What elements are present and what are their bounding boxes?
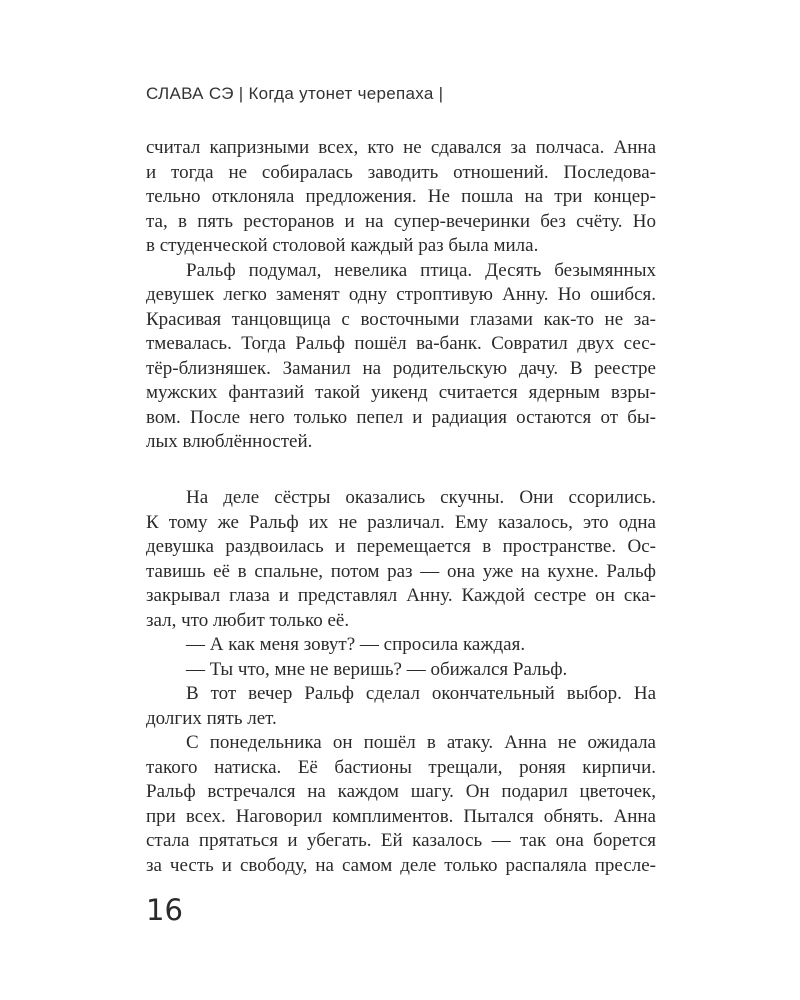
text-line: в студенческой столовой каждый раз была мила.	[146, 235, 539, 256]
text-line: при всех. Наговорил комплиментов. Пытался обнять. Анна	[146, 805, 656, 827]
body-text-block-1	[146, 136, 656, 455]
text-line: девушек легко заменят одну строптивую Анну. Но ошибся.	[146, 284, 656, 305]
text-line: та, в пять ресторанов и на супер-вечеринки без счёту. Но	[146, 210, 656, 232]
text-line: и тогда не собиралась заводить отношений. Последова-	[146, 161, 656, 183]
text-line: девушка раздвоилась и перемещается в пространстве. Ос-	[146, 536, 656, 557]
text-line: Ральф подумал, невелика птица. Десять безымянных	[186, 259, 656, 281]
text-line: тавишь её в спальне, потом раз — она уже на кухне. Ральф	[146, 560, 656, 582]
text-line: вом. После него только пепел и радиация остаются от бы-	[146, 406, 656, 428]
text-line: лых влюблённостей.	[146, 431, 313, 452]
header-separator-end: |	[438, 84, 444, 103]
text-line: зал, что любит только её.	[146, 609, 350, 631]
text-line: такого натиска. Её бастионы трещали, роняя кирпичи.	[146, 756, 656, 778]
text-line: Ральф встречался на каждом шагу. Он подарил цветочек,	[146, 781, 656, 802]
page-number: 16	[146, 893, 183, 927]
text-line: за честь и свободу, на самом деле только распаляла пресле-	[146, 854, 656, 876]
text-line: считал капризными всех, кто не сдавался за полчаса. Анна	[146, 137, 656, 158]
header-separator: |	[238, 84, 244, 103]
header-author: СЛАВА СЭ	[146, 84, 234, 103]
text-line: закрывал глаза и представлял Анну. Каждой сестре он ска-	[146, 585, 656, 606]
text-line: тмевалась. Тогда Ральф пошёл ва-банк. Совратил двух сес-	[146, 333, 656, 354]
text-line: мужских фантазий такой уикенд считается ядерным взры-	[146, 382, 656, 403]
text-line: На деле сёстры оказались скучны. Они ссорились.	[186, 487, 656, 508]
dialogue-line: — А как меня зовут? — спросила каждая.	[186, 634, 526, 655]
body-text-block-2	[146, 486, 656, 878]
dialogue-line: — Ты что, мне не веришь? — обижался Ральф.	[186, 658, 568, 680]
text-line: С понедельника он пошёл в атаку. Анна не ожидала	[186, 732, 656, 753]
text-line: тёр-близняшек. Заманил на родительскую дачу. В реестре	[146, 357, 656, 379]
text-line: долгих пять лет.	[146, 707, 277, 729]
text-line: тельно отклоняла предложения. Не пошла на три концер-	[146, 186, 656, 207]
text-line: В тот вечер Ральф сделал окончательный выбор. На	[186, 683, 656, 704]
header-book-title: Когда утонет черепаха	[248, 84, 434, 103]
running-header	[146, 84, 448, 104]
text-line: Красивая танцовщица с восточными глазами как-то не за-	[146, 308, 656, 330]
text-line: стала прятаться и убегать. Ей казалось — так она борется	[146, 830, 656, 851]
text-line: К тому же Ральф их не различал. Ему казалось, это одна	[146, 511, 656, 533]
